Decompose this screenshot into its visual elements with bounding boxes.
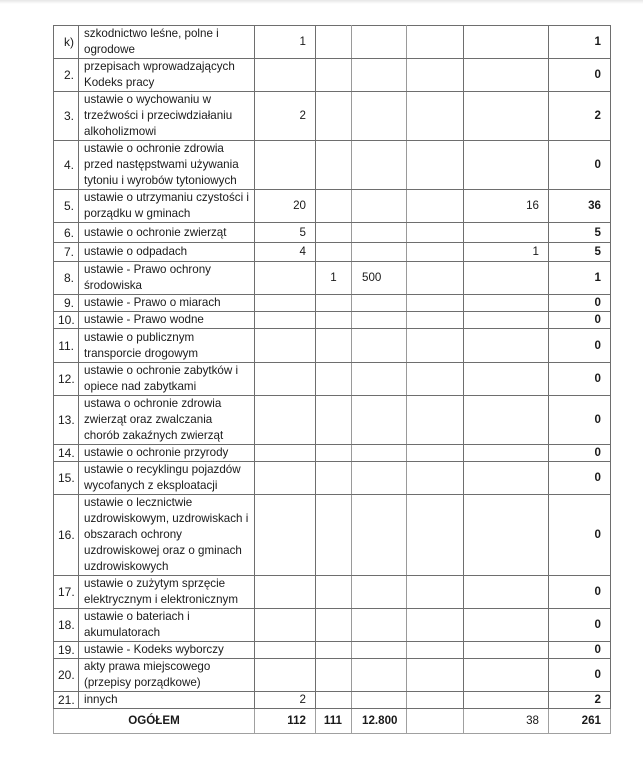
- table-row: [54, 659, 611, 692]
- row-col-1: [255, 312, 316, 329]
- row-description: ustawie o publicznym transporcie drogowym: [79, 329, 255, 363]
- row-number: 5.: [54, 190, 79, 223]
- row-col-5: [464, 642, 549, 659]
- row-total: 0: [549, 141, 611, 190]
- row-col-1: 2: [255, 692, 316, 709]
- row-col-5: [464, 295, 549, 312]
- row-col-4: [407, 609, 464, 642]
- row-col-5: 1: [464, 243, 549, 262]
- row-col-5: [464, 363, 549, 396]
- row-col-5: [464, 26, 549, 59]
- row-description: ustawa o ochronie zdrowia zwierząt oraz zwalczania chorób zakaźnych zwierząt: [79, 396, 255, 445]
- row-col-1: 4: [255, 243, 316, 262]
- row-col-3: [352, 223, 407, 243]
- row-col-5: [464, 329, 549, 363]
- row-description: ustawie o ochronie przyrody: [79, 445, 255, 462]
- row-col-2: [316, 141, 352, 190]
- row-col-2: [316, 462, 352, 495]
- row-col-4: [407, 642, 464, 659]
- table-row: [54, 363, 611, 396]
- row-col-1: [255, 642, 316, 659]
- row-col-1: [255, 659, 316, 692]
- row-col-4: [407, 223, 464, 243]
- row-col-5: [464, 445, 549, 462]
- row-col-1: 2: [255, 92, 316, 141]
- row-total: 0: [549, 609, 611, 642]
- row-col-2: [316, 223, 352, 243]
- table-row: [54, 396, 611, 445]
- row-number: 12.: [54, 363, 79, 396]
- row-col-3: [352, 445, 407, 462]
- row-col-4: [407, 462, 464, 495]
- summary-col-3: 12.800: [352, 709, 407, 734]
- summary-label: OGÓŁEM: [54, 709, 255, 734]
- row-number: 17.: [54, 576, 79, 609]
- row-col-5: [464, 396, 549, 445]
- table-row: [54, 262, 611, 295]
- row-col-3: [352, 312, 407, 329]
- row-col-5: [464, 92, 549, 141]
- row-col-3: [352, 26, 407, 59]
- row-col-1: [255, 295, 316, 312]
- row-number: 10.: [54, 312, 79, 329]
- table-row: [54, 92, 611, 141]
- row-col-4: [407, 92, 464, 141]
- row-col-1: [255, 445, 316, 462]
- table-row: [54, 141, 611, 190]
- row-col-3: [352, 642, 407, 659]
- row-col-5: [464, 495, 549, 576]
- row-total: 0: [549, 295, 611, 312]
- row-total: 1: [549, 262, 611, 295]
- row-total: 5: [549, 223, 611, 243]
- row-col-3: [352, 659, 407, 692]
- row-col-5: 16: [464, 190, 549, 223]
- row-col-1: [255, 576, 316, 609]
- row-col-4: [407, 396, 464, 445]
- row-description: ustawie o lecznictwie uzdrowiskowym, uzdrowiskach i obszarach ochrony uzdrowiskowej oraz o gminach uzdrowiskowych: [79, 495, 255, 576]
- summary-col-5: 38: [464, 709, 549, 734]
- row-col-1: [255, 141, 316, 190]
- row-total: 0: [549, 495, 611, 576]
- row-col-4: [407, 576, 464, 609]
- table-row: [54, 495, 611, 576]
- row-col-4: [407, 329, 464, 363]
- row-col-2: [316, 396, 352, 445]
- summary-col-1: 112: [255, 709, 316, 734]
- row-description: akty prawa miejscowego (przepisy porządkowe): [79, 659, 255, 692]
- table-row: [54, 26, 611, 59]
- row-description: ustawie o odpadach: [79, 243, 255, 262]
- row-col-1: [255, 363, 316, 396]
- row-description: ustawie - Prawo o miarach: [79, 295, 255, 312]
- row-description: ustawie o wychowaniu w trzeźwości i przeciwdziałaniu alkoholizmowi: [79, 92, 255, 141]
- row-total: 2: [549, 692, 611, 709]
- row-col-2: 1: [316, 262, 352, 295]
- row-number: 19.: [54, 642, 79, 659]
- row-col-5: [464, 659, 549, 692]
- row-col-2: [316, 329, 352, 363]
- summary-row: [54, 709, 611, 734]
- row-total: 0: [549, 59, 611, 92]
- table-row: [54, 642, 611, 659]
- row-col-4: [407, 59, 464, 92]
- row-col-5: [464, 223, 549, 243]
- row-description: ustawie o bateriach i akumulatorach: [79, 609, 255, 642]
- row-col-1: 20: [255, 190, 316, 223]
- row-col-1: [255, 462, 316, 495]
- page-top-edge: [0, 0, 643, 4]
- row-col-4: [407, 141, 464, 190]
- row-total: 0: [549, 312, 611, 329]
- row-col-2: [316, 92, 352, 141]
- row-description: ustawie - Kodeks wyborczy: [79, 642, 255, 659]
- row-total: 0: [549, 329, 611, 363]
- row-description: ustawie o recyklingu pojazdów wycofanych z eksploatacji: [79, 462, 255, 495]
- table-row: [54, 609, 611, 642]
- row-col-2: [316, 642, 352, 659]
- row-number: 8.: [54, 262, 79, 295]
- row-col-2: [316, 495, 352, 576]
- row-number: 15.: [54, 462, 79, 495]
- row-total: 0: [549, 642, 611, 659]
- row-col-1: [255, 609, 316, 642]
- row-description: ustawie o ochronie zwierząt: [79, 223, 255, 243]
- row-number: 13.: [54, 396, 79, 445]
- row-total: 0: [549, 659, 611, 692]
- row-col-3: [352, 609, 407, 642]
- row-col-1: 5: [255, 223, 316, 243]
- table-row: [54, 223, 611, 243]
- row-col-3: [352, 329, 407, 363]
- row-total: 0: [549, 462, 611, 495]
- row-col-5: [464, 262, 549, 295]
- row-col-4: [407, 495, 464, 576]
- row-col-1: [255, 329, 316, 363]
- row-col-4: [407, 312, 464, 329]
- row-number: 9.: [54, 295, 79, 312]
- row-col-2: [316, 576, 352, 609]
- row-col-2: [316, 445, 352, 462]
- table-row: [54, 576, 611, 609]
- row-col-3: [352, 576, 407, 609]
- row-col-4: [407, 692, 464, 709]
- row-number: 14.: [54, 445, 79, 462]
- row-col-2: [316, 190, 352, 223]
- row-col-5: [464, 462, 549, 495]
- row-description: ustawie o zużytym sprzęcie elektrycznym i elektronicznym: [79, 576, 255, 609]
- row-number: 16.: [54, 495, 79, 576]
- row-col-3: [352, 692, 407, 709]
- row-col-1: 1: [255, 26, 316, 59]
- row-col-5: [464, 141, 549, 190]
- row-col-2: [316, 312, 352, 329]
- row-col-2: [316, 363, 352, 396]
- row-number: 6.: [54, 223, 79, 243]
- summary-col-2: 111: [316, 709, 352, 734]
- row-total: 5: [549, 243, 611, 262]
- row-number: 21.: [54, 692, 79, 709]
- row-number: 20.: [54, 659, 79, 692]
- row-number: 2.: [54, 59, 79, 92]
- row-col-4: [407, 190, 464, 223]
- summary-total: 261: [549, 709, 611, 734]
- row-col-3: 500: [352, 262, 407, 295]
- row-number: 4.: [54, 141, 79, 190]
- row-col-3: [352, 92, 407, 141]
- row-total: 0: [549, 396, 611, 445]
- row-col-1: [255, 59, 316, 92]
- row-col-4: [407, 243, 464, 262]
- row-total: 0: [549, 576, 611, 609]
- row-col-2: [316, 26, 352, 59]
- row-col-1: [255, 262, 316, 295]
- row-number: 7.: [54, 243, 79, 262]
- row-total: 1: [549, 26, 611, 59]
- row-number: 11.: [54, 329, 79, 363]
- row-col-1: [255, 495, 316, 576]
- table-row: [54, 190, 611, 223]
- row-col-1: [255, 396, 316, 445]
- row-total: 0: [549, 445, 611, 462]
- row-col-4: [407, 26, 464, 59]
- row-col-4: [407, 445, 464, 462]
- row-col-2: [316, 243, 352, 262]
- row-col-2: [316, 692, 352, 709]
- table-row: [54, 59, 611, 92]
- row-col-5: [464, 576, 549, 609]
- row-total: 36: [549, 190, 611, 223]
- row-col-3: [352, 396, 407, 445]
- row-description: szkodnictwo leśne, polne i ogrodowe: [79, 26, 255, 59]
- row-col-3: [352, 190, 407, 223]
- row-col-3: [352, 462, 407, 495]
- table-row: [54, 329, 611, 363]
- row-col-4: [407, 659, 464, 692]
- table-row: [54, 295, 611, 312]
- row-col-4: [407, 363, 464, 396]
- row-col-5: [464, 59, 549, 92]
- summary-col-4: [407, 709, 464, 734]
- row-col-3: [352, 495, 407, 576]
- table-row: [54, 243, 611, 262]
- row-col-5: [464, 692, 549, 709]
- row-col-2: [316, 59, 352, 92]
- row-col-3: [352, 295, 407, 312]
- row-col-3: [352, 243, 407, 262]
- row-col-4: [407, 295, 464, 312]
- row-number: 3.: [54, 92, 79, 141]
- row-col-2: [316, 295, 352, 312]
- row-description: ustawie o ochronie zabytków i opiece nad zabytkami: [79, 363, 255, 396]
- row-description: innych: [79, 692, 255, 709]
- row-col-3: [352, 141, 407, 190]
- table-body: [54, 26, 611, 709]
- row-description: ustawie o utrzymaniu czystości i porządku w gminach: [79, 190, 255, 223]
- row-col-5: [464, 609, 549, 642]
- statistics-table: [53, 25, 611, 734]
- row-col-2: [316, 609, 352, 642]
- row-number: 18.: [54, 609, 79, 642]
- row-col-3: [352, 363, 407, 396]
- row-col-4: [407, 262, 464, 295]
- row-col-3: [352, 59, 407, 92]
- row-description: ustawie o ochronie zdrowia przed następstwami używania tytoniu i wyrobów tytoniowych: [79, 141, 255, 190]
- table-row: [54, 462, 611, 495]
- row-number: k): [54, 26, 79, 59]
- row-description: przepisach wprowadzających Kodeks pracy: [79, 59, 255, 92]
- row-description: ustawie - Prawo ochrony środowiska: [79, 262, 255, 295]
- table-row: [54, 312, 611, 329]
- row-col-5: [464, 312, 549, 329]
- table-row: [54, 692, 611, 709]
- row-total: 0: [549, 363, 611, 396]
- row-description: ustawie - Prawo wodne: [79, 312, 255, 329]
- row-total: 2: [549, 92, 611, 141]
- row-col-2: [316, 659, 352, 692]
- table-row: [54, 445, 611, 462]
